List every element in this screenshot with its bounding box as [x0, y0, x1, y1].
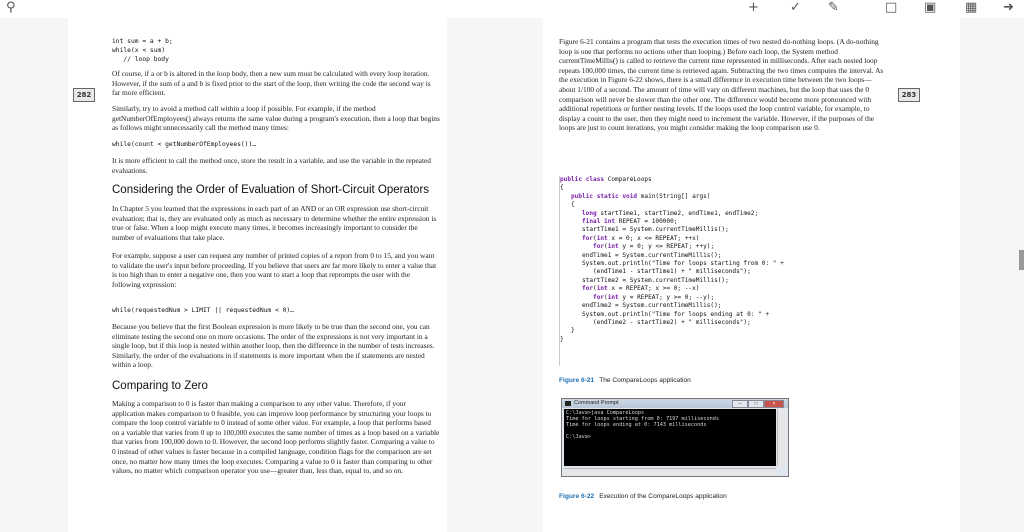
section-heading: Considering the Order of Evaluation of Short-Circuit Operators	[112, 184, 430, 196]
section-heading: Comparing to Zero	[112, 380, 208, 392]
paragraph: Of course, if a or b is altered in the loop body, then a new sum must be calculated with every loop iteration. However, if the sum of a and b is fixed prior to the start of the loop, then writing the code the second way is far more efficient.	[112, 69, 431, 98]
reader-toolbar	[0, 0, 1024, 18]
window-titlebar	[562, 399, 788, 408]
paragraph: Figure 6-21 contains a program that tests the execution times of two nested do-nothing loops. (A do-nothing loop is one that performs no actions other than looping.) Before each loop, the System method currentTimeMillis() is called to retrieve the current time represented in milliseconds. After each nested loop repeats 100,000 times, the current time is retrieved again. Subtracting the two times computes the interval. As the execution in Figure 6-22 shows, there is a small difference in execution time between the two loops—about 1/100 of a second. The amount of time will vary on different machines, but the loop that uses the 0 comparison will never be slower than the other one. The difference would become more pronounced with additional repetitions or further nesting levels. If the loops used the loop control variable, for example, to display a count to the user, then they might need to increment the variable. However, if the purposes of the loops are just to count iterations, you might consider making the loop comparison use 0.	[559, 37, 884, 133]
share-icon[interactable]: ➜	[1003, 0, 1014, 15]
maximize-button[interactable]: □	[748, 400, 764, 408]
add-icon[interactable]: +	[748, 0, 759, 15]
paragraph: It is more efficient to call the method once, store the result in a variable, and use the variable in the repeated evaluations.	[112, 156, 431, 175]
save-icon[interactable]: ▦	[965, 0, 978, 15]
pen-icon[interactable]: ✎	[828, 0, 839, 15]
window-title: Command Prompt	[574, 400, 619, 406]
figure-caption-text: Execution of the CompareLoops application	[599, 493, 727, 500]
figure-label: Figure 6-22	[559, 493, 595, 500]
draw-icon[interactable]: ✓	[790, 0, 801, 15]
scrollbar-thumb[interactable]	[1019, 250, 1024, 270]
paragraph: Similarly, try to avoid a method call within a loop if possible. For example, if the method getNumberOfEmployees() always returns the same value during a program's execution, then a loop that begins as follows might unnecessarily call the method many times:	[112, 104, 440, 133]
figure-label: Figure 6-21	[559, 377, 595, 384]
figure-caption	[559, 493, 727, 500]
paragraph: In Chapter 5 you learned that the expressions in each part of an AND or an OR expression use short-circuit evaluation; that is, they are evaluated only as much as necessary to determine whether the entire expression is true or false. When a loop might execute many times, it becomes increasingly important to consider the number of evaluations that take place.	[112, 204, 437, 242]
paragraph: Because you believe that the first Boolean expression is more likely to be true than the second one, you can eliminate testing the second one on more occasions. The order of the expressions is not very important in a single loop, but if this loop is nested within another loop, then the difference in the number of tests increases. Similarly, the order of the evaluations in if statements is more important when the if statements are nested within a loop.	[112, 322, 435, 370]
figure-caption	[559, 377, 691, 384]
search-icon[interactable]: ⚲	[6, 0, 16, 15]
figure-caption-text: The CompareLoops application	[599, 377, 691, 384]
viewer-margin-right	[960, 18, 1024, 532]
console-text: C:\Java>java CompareLoops Time for loops starting from 0: 7197 milliseconds Time for loops ending at 0: 7143 milliseconds C:\Java>	[566, 410, 720, 440]
code-line: while(x < sum)	[112, 47, 166, 54]
paragraph: Making a comparison to 0 is faster than making a comparison to any other value. Therefore, if your application makes comparison to 0 feasible, you can improve loop performance by structuring your loops to compare the loop control variable to 0 instead of some other value. For example, a loop that performs based on a variable that varies from 0 up to 100,000 executes the same number of times as a loop based on a variable that varies from 100,000 down to 0. However, the second loop performs slightly faster. Comparing a value to 0 instead of other values is faster because in a compiled language, condition flags for the comparison are set once, no matter how many times the loop executes. Comparing a value to 0 is faster than comparing to other values, no matter which comparison operator you use—greater than, less than, equal to, and so on.	[112, 399, 440, 476]
command-prompt-window	[561, 398, 789, 477]
minimize-button[interactable]: –	[732, 400, 748, 408]
terminal-icon	[565, 401, 571, 406]
code-line: int sum = a + b;	[112, 38, 173, 45]
console-output	[564, 409, 776, 466]
paragraph: For example, suppose a user can request any number of printed copies of a report from 0 to 15, and you want to validate the user's input before proceeding. If you believe that users are far more likely to enter a value that is too high than to enter a negative one, then you want to start a loop that reprompts the user with the following expression:	[112, 251, 437, 289]
right-page-number: 283	[898, 88, 920, 102]
horizontal-scrollbar[interactable]	[564, 468, 776, 475]
read-aloud-icon[interactable]: □	[885, 0, 898, 15]
code-snippet-sum	[112, 37, 173, 64]
code-line: // loop body	[112, 56, 169, 63]
close-button[interactable]: ×	[764, 400, 784, 408]
viewer-margin-left	[0, 18, 68, 532]
code-listing-text: public class CompareLoops { public static void main(String[] args) { long startTime1, startTime2, endTime1, endTime2; final int REPEAT = 100000; startTime1 = System.currentTimeMillis(); for(int x = 0; x <= REPEAT; ++x) for(int y = 0; y <= REPEAT; ++y); endTime1 = System.currentTimeMillis(); System.out.println("Time for loops starting from 0: " + (endTime1 - startTime1) + " milliseconds"); startTime2 = System.currentTimeMillis(); for(int x = REPEAT; x >= 0; --x) for(int y = REPEAT; y >= 0; --y); endTime2 = System.currentTimeMillis(); System.out.println("Time for loops ending at 0: " + (endTime2 - startTime2) + " milliseconds"); } }	[560, 176, 784, 343]
code-snippet-while: while(count < getNumberOfEmployees())…	[112, 141, 257, 148]
vertical-scrollbar[interactable]	[777, 409, 786, 466]
code-snippet-while-limit: while(requestedNum > LIMIT || requestedNum < 0)…	[112, 307, 294, 314]
viewer-gutter	[447, 18, 543, 532]
code-listing-compareloops	[559, 176, 890, 366]
left-page-number: 282	[73, 88, 95, 102]
fit-icon[interactable]: ▣	[924, 0, 937, 15]
